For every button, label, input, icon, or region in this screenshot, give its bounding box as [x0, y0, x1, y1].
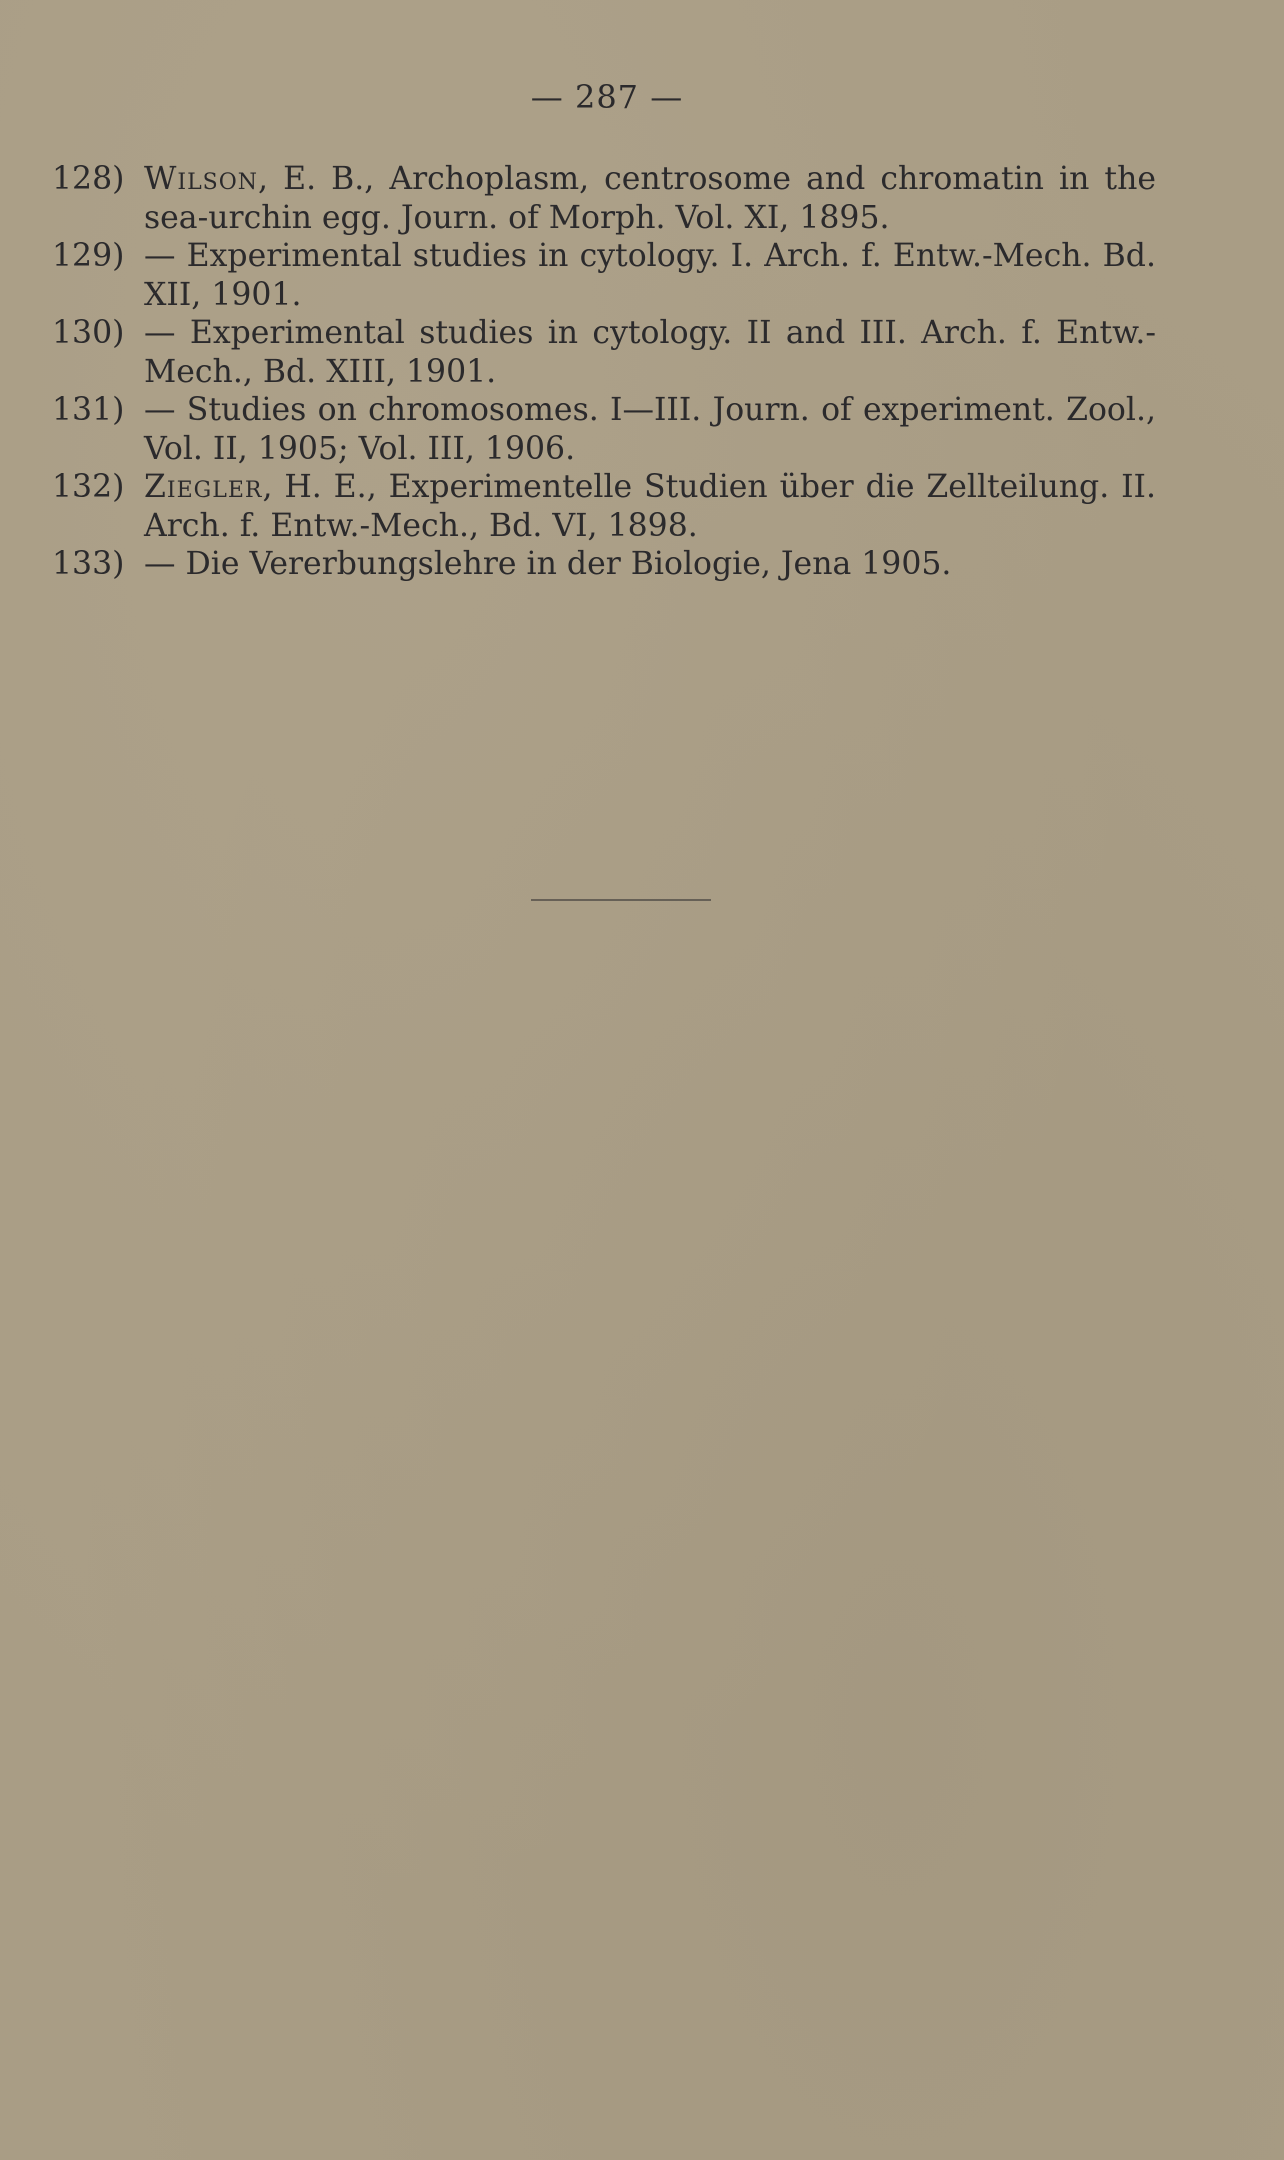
reference-item: [52, 545, 1156, 584]
reference-details: , H. E., Experimentelle Studien über die Zellteilung. II. Arch. f. Entw.-Mech., Bd. VI, 1898.: [144, 469, 1156, 544]
reference-text: [144, 545, 1156, 584]
reference-details: — Die Vererbungslehre in der Biologie, Jena 1905.: [144, 546, 952, 582]
reference-details: — Experimental studies in cytology. II and III. Arch. f. Entw.-Mech., Bd. XIII, 1901.: [144, 315, 1156, 390]
reference-details: — Experimental studies in cytology. I. Arch. f. Entw.-Mech. Bd. XII, 1901.: [144, 238, 1156, 313]
reference-item: [52, 391, 1156, 468]
reference-text: [144, 237, 1156, 314]
reference-details: , E. B., Archoplasm, centrosome and chromatin in the sea-urchin egg. Journ. of Morph. Vol. XI, 1895.: [144, 161, 1156, 236]
reference-number: 133): [52, 546, 125, 582]
reference-text: [144, 160, 1156, 237]
reference-number: 131): [52, 392, 125, 428]
reference-item: [52, 468, 1156, 545]
reference-number: 129): [52, 238, 125, 274]
reference-details: — Studies on chromosomes. I—III. Journ. of experiment. Zool., Vol. II, 1905; Vol. III, 1906.: [144, 392, 1156, 467]
reference-author: Ziegler: [144, 469, 263, 505]
reference-text: [144, 314, 1156, 391]
reference-list: [52, 160, 1156, 584]
reference-number: 132): [52, 469, 125, 505]
reference-text: [144, 391, 1156, 468]
end-rule: [531, 899, 711, 901]
reference-item: [52, 160, 1156, 237]
reference-item: [52, 314, 1156, 391]
reference-number: 130): [52, 315, 125, 351]
reference-author: Wilson: [144, 161, 259, 197]
reference-number: 128): [52, 161, 125, 197]
page-number: — 287 —: [530, 78, 684, 116]
reference-text: [144, 468, 1156, 545]
reference-item: [52, 237, 1156, 314]
